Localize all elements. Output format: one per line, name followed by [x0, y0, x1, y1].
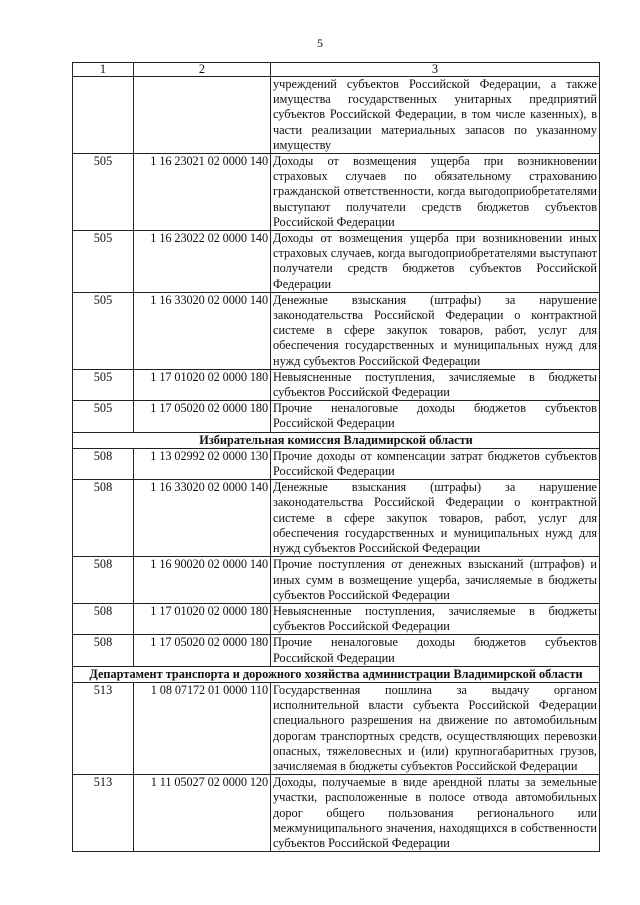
income-description-cell: Прочие доходы от компенсации затрат бюджетов субъектов Российской Федерации	[271, 448, 600, 479]
table-row	[73, 775, 600, 852]
table-row	[73, 682, 600, 774]
income-code-cell: 1 16 33020 02 0000 140	[134, 292, 271, 369]
table-row	[73, 401, 600, 432]
income-description-cell: учреждений субъектов Российской Федерации, а также имущества государственных унитарных предприятий субъектов Российской Федерации, в том числе казенных), в части реализации материальных запасов по указанному имуществу	[271, 77, 600, 154]
table-row	[73, 603, 600, 634]
income-description-cell: Невыясненные поступления, зачисляемые в бюджеты субъектов Российской Федерации	[271, 369, 600, 400]
administrator-code-cell: 513	[73, 775, 134, 852]
income-code-cell: 1 11 05027 02 0000 120	[134, 775, 271, 852]
income-code-cell: 1 08 07172 01 0000 110	[134, 682, 271, 774]
table-header	[73, 63, 600, 77]
administrator-code-cell: 505	[73, 401, 134, 432]
income-code-cell: 1 16 33020 02 0000 140	[134, 480, 271, 557]
administrator-code-cell	[73, 77, 134, 154]
income-description-cell: Доходы, получаемые в виде арендной платы за земельные участки, расположенные в полосе отвода автомобильных дорог общего пользования регионального или межмуниципального значения, находящихся в собственности субъектов Российской Федерации	[271, 775, 600, 852]
section-heading-row	[73, 666, 600, 682]
income-description-cell: Прочие поступления от денежных взысканий (штрафов) и иных сумм в возмещение ущерба, зачисляемые в бюджеты субъектов Российской Федерации	[271, 557, 600, 604]
income-code-cell	[134, 77, 271, 154]
administrator-code-cell: 505	[73, 154, 134, 231]
table-row	[73, 448, 600, 479]
table-row	[73, 480, 600, 557]
section-heading: Департамент транспорта и дорожного хозяйства администрации Владимирской области	[73, 666, 600, 682]
income-description-cell: Доходы от возмещения ущерба при возникновении иных страховых случаев, когда выгодоприобретателями выступают получатели средств бюджетов субъектов Российской Федерации	[271, 231, 600, 293]
income-code-cell: 1 16 90020 02 0000 140	[134, 557, 271, 604]
income-description-cell: Прочие неналоговые доходы бюджетов субъектов Российской Федерации	[271, 401, 600, 432]
section-heading: Избирательная комиссия Владимирской области	[73, 432, 600, 448]
income-description-cell: Доходы от возмещения ущерба при возникновении страховых случаев по обязательному страхованию гражданской ответственности, когда выгодоприобретателями выступают получатели средств бюджетов субъектов Российской Федерации	[271, 154, 600, 231]
table-row	[73, 292, 600, 369]
income-code-cell: 1 17 05020 02 0000 180	[134, 635, 271, 666]
administrator-code-cell: 505	[73, 231, 134, 293]
income-description-cell: Денежные взыскания (штрафы) за нарушение законодательства Российской Федерации о контрактной системе в сфере закупок товаров, работ, услуг для обеспечения государственных и муниципальных нужд для нужд субъектов Российской Федерации	[271, 292, 600, 369]
income-description-cell: Прочие неналоговые доходы бюджетов субъектов Российской Федерации	[271, 635, 600, 666]
income-code-cell: 1 17 05020 02 0000 180	[134, 401, 271, 432]
table-row	[73, 77, 600, 154]
income-code-cell: 1 16 23021 02 0000 140	[134, 154, 271, 231]
administrator-code-cell: 508	[73, 635, 134, 666]
administrator-code-cell: 513	[73, 682, 134, 774]
column-header-3: 3	[271, 63, 600, 77]
table-row	[73, 635, 600, 666]
table-row	[73, 369, 600, 400]
table-body	[73, 77, 600, 852]
administrator-code-cell: 508	[73, 557, 134, 604]
income-code-cell: 1 17 01020 02 0000 180	[134, 603, 271, 634]
income-description-cell: Государственная пошлина за выдачу органом исполнительной власти субъекта Российской Федерации специального разрешения на движение по автомобильным дорогам транспортных средств, осуществляющих перевозки опасных, тяжеловесных и (или) крупногабаритных грузов, зачисляемая в бюджеты субъектов Российской Федерации	[271, 682, 600, 774]
income-description-cell: Денежные взыскания (штрафы) за нарушение законодательства Российской Федерации о контрактной системе в сфере закупок товаров, работ, услуг для обеспечения государственных и муниципальных нужд для нужд субъектов Российской Федерации	[271, 480, 600, 557]
income-code-cell: 1 16 23022 02 0000 140	[134, 231, 271, 293]
income-code-cell: 1 17 01020 02 0000 180	[134, 369, 271, 400]
table-header-row	[73, 63, 600, 77]
administrator-code-cell: 505	[73, 369, 134, 400]
administrator-code-cell: 505	[73, 292, 134, 369]
table-row	[73, 154, 600, 231]
table-row	[73, 231, 600, 293]
administrator-code-cell: 508	[73, 480, 134, 557]
budget-classification-table	[72, 62, 600, 852]
administrator-code-cell: 508	[73, 448, 134, 479]
column-header-1: 1	[73, 63, 134, 77]
administrator-code-cell: 508	[73, 603, 134, 634]
income-code-cell: 1 13 02992 02 0000 130	[134, 448, 271, 479]
income-description-cell: Невыясненные поступления, зачисляемые в бюджеты субъектов Российской Федерации	[271, 603, 600, 634]
table-row	[73, 557, 600, 604]
page-number: 5	[317, 36, 323, 50]
section-heading-row	[73, 432, 600, 448]
column-header-2: 2	[134, 63, 271, 77]
